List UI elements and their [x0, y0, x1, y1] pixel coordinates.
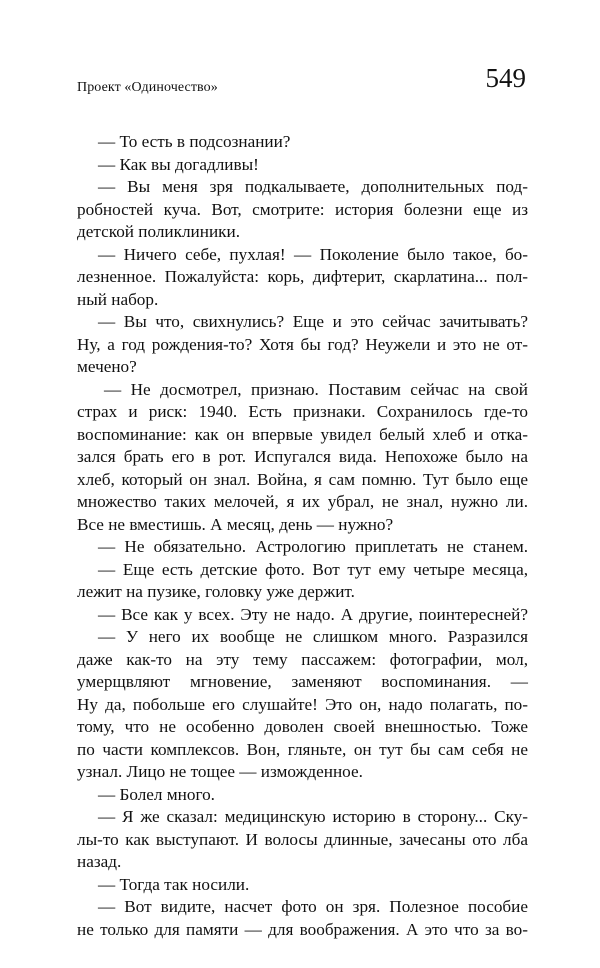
- text-line: по части комплексов. Вон, гляньте, он тут бы сам себя не: [77, 739, 528, 759]
- text-line: — Как вы догадливы!: [98, 154, 259, 174]
- text-line: лежит на пузике, головку уже держит.: [77, 582, 355, 601]
- text-line: даже как-то на эту тему пассажем: фотографии, мол,: [77, 649, 528, 669]
- text-line: лезненное. Пожалуйста: корь, дифтерит, скарлатина... пол-: [77, 267, 528, 286]
- text-line: детской поликлиники.: [77, 222, 240, 241]
- text-line: Ну, а год рождения-то? Хотя бы год? Неужели и это не от-: [77, 334, 528, 354]
- text-line: хлеб, который он знал. Война, я сам помню. Тут было еще: [77, 469, 528, 489]
- page-number: 549: [485, 63, 526, 93]
- text-line: не только для памяти — для воображения. А это что за во-: [77, 919, 528, 939]
- text-line: — Вот видите, насчет фото он зря. Полезное пособие: [98, 897, 528, 916]
- text-line: — Вы что, свихнулись? Еще и это сейчас зачитывать?: [98, 312, 528, 331]
- text-line: робностей куча. Вот, смотрите: история болезни еще из: [77, 199, 528, 219]
- text-line: — Я же сказал: медицинскую историю в сторону... Ску-: [98, 807, 528, 826]
- text-line: — Тогда так носили.: [98, 874, 250, 894]
- text-line: — У него их вообще не слишком много. Разразился: [98, 627, 528, 646]
- text-line: — Все как у всех. Эту не надо. А другие, поинтересней?: [98, 604, 528, 624]
- text-line: — Не обязательно. Астрологию приплетать не станем.: [98, 537, 528, 556]
- text-line: — Болел много.: [98, 784, 215, 804]
- text-line: Ну да, побольше его слушайте! Это он, надо полагать, по-: [77, 694, 528, 714]
- text-line: страх и риск: 1940. Есть признаки. Сохранилось где-то: [77, 402, 528, 421]
- text-line: — То есть в подсознании?: [98, 132, 291, 151]
- text-line: мечено?: [77, 357, 137, 376]
- text-line: лы-то как выступают. И волосы длинные, зачесаны ото лба: [77, 829, 528, 849]
- text-line: множество таких мелочей, я их убрал, не знал, нужно ли.: [77, 492, 528, 511]
- text-line: воспоминание: как он впервые увидел белый хлеб и отка-: [77, 424, 528, 444]
- text-line: узнал. Лицо не тощее — изможденное.: [77, 762, 363, 781]
- text-line: — Не досмотрел, признаю. Поставим сейчас на свой: [104, 379, 528, 399]
- text-line: ный набор.: [77, 289, 159, 309]
- text-line: назад.: [77, 852, 122, 871]
- text-line: — Еще есть детские фото. Вот тут ему четыре месяца,: [98, 559, 528, 579]
- text-line: тому, что не особенно доволен своей внешностью. Тоже: [77, 717, 528, 736]
- text-line: зался брать его в рот. Испугался вида. Непохоже было на: [77, 447, 528, 466]
- text-line: Все не вместишь. А месяц, день — нужно?: [77, 514, 394, 534]
- text-line: умерщвляют мгновение, заменяют воспоминания. —: [77, 672, 528, 691]
- running-title: Проект «Одиночество»: [77, 80, 218, 95]
- page-body-text: [77, 131, 528, 941]
- text-line: — Вы меня зря подкалываете, дополнительных под-: [98, 177, 528, 196]
- text-line: — Ничего себе, пухлая! — Поколение было такое, бо-: [98, 244, 528, 264]
